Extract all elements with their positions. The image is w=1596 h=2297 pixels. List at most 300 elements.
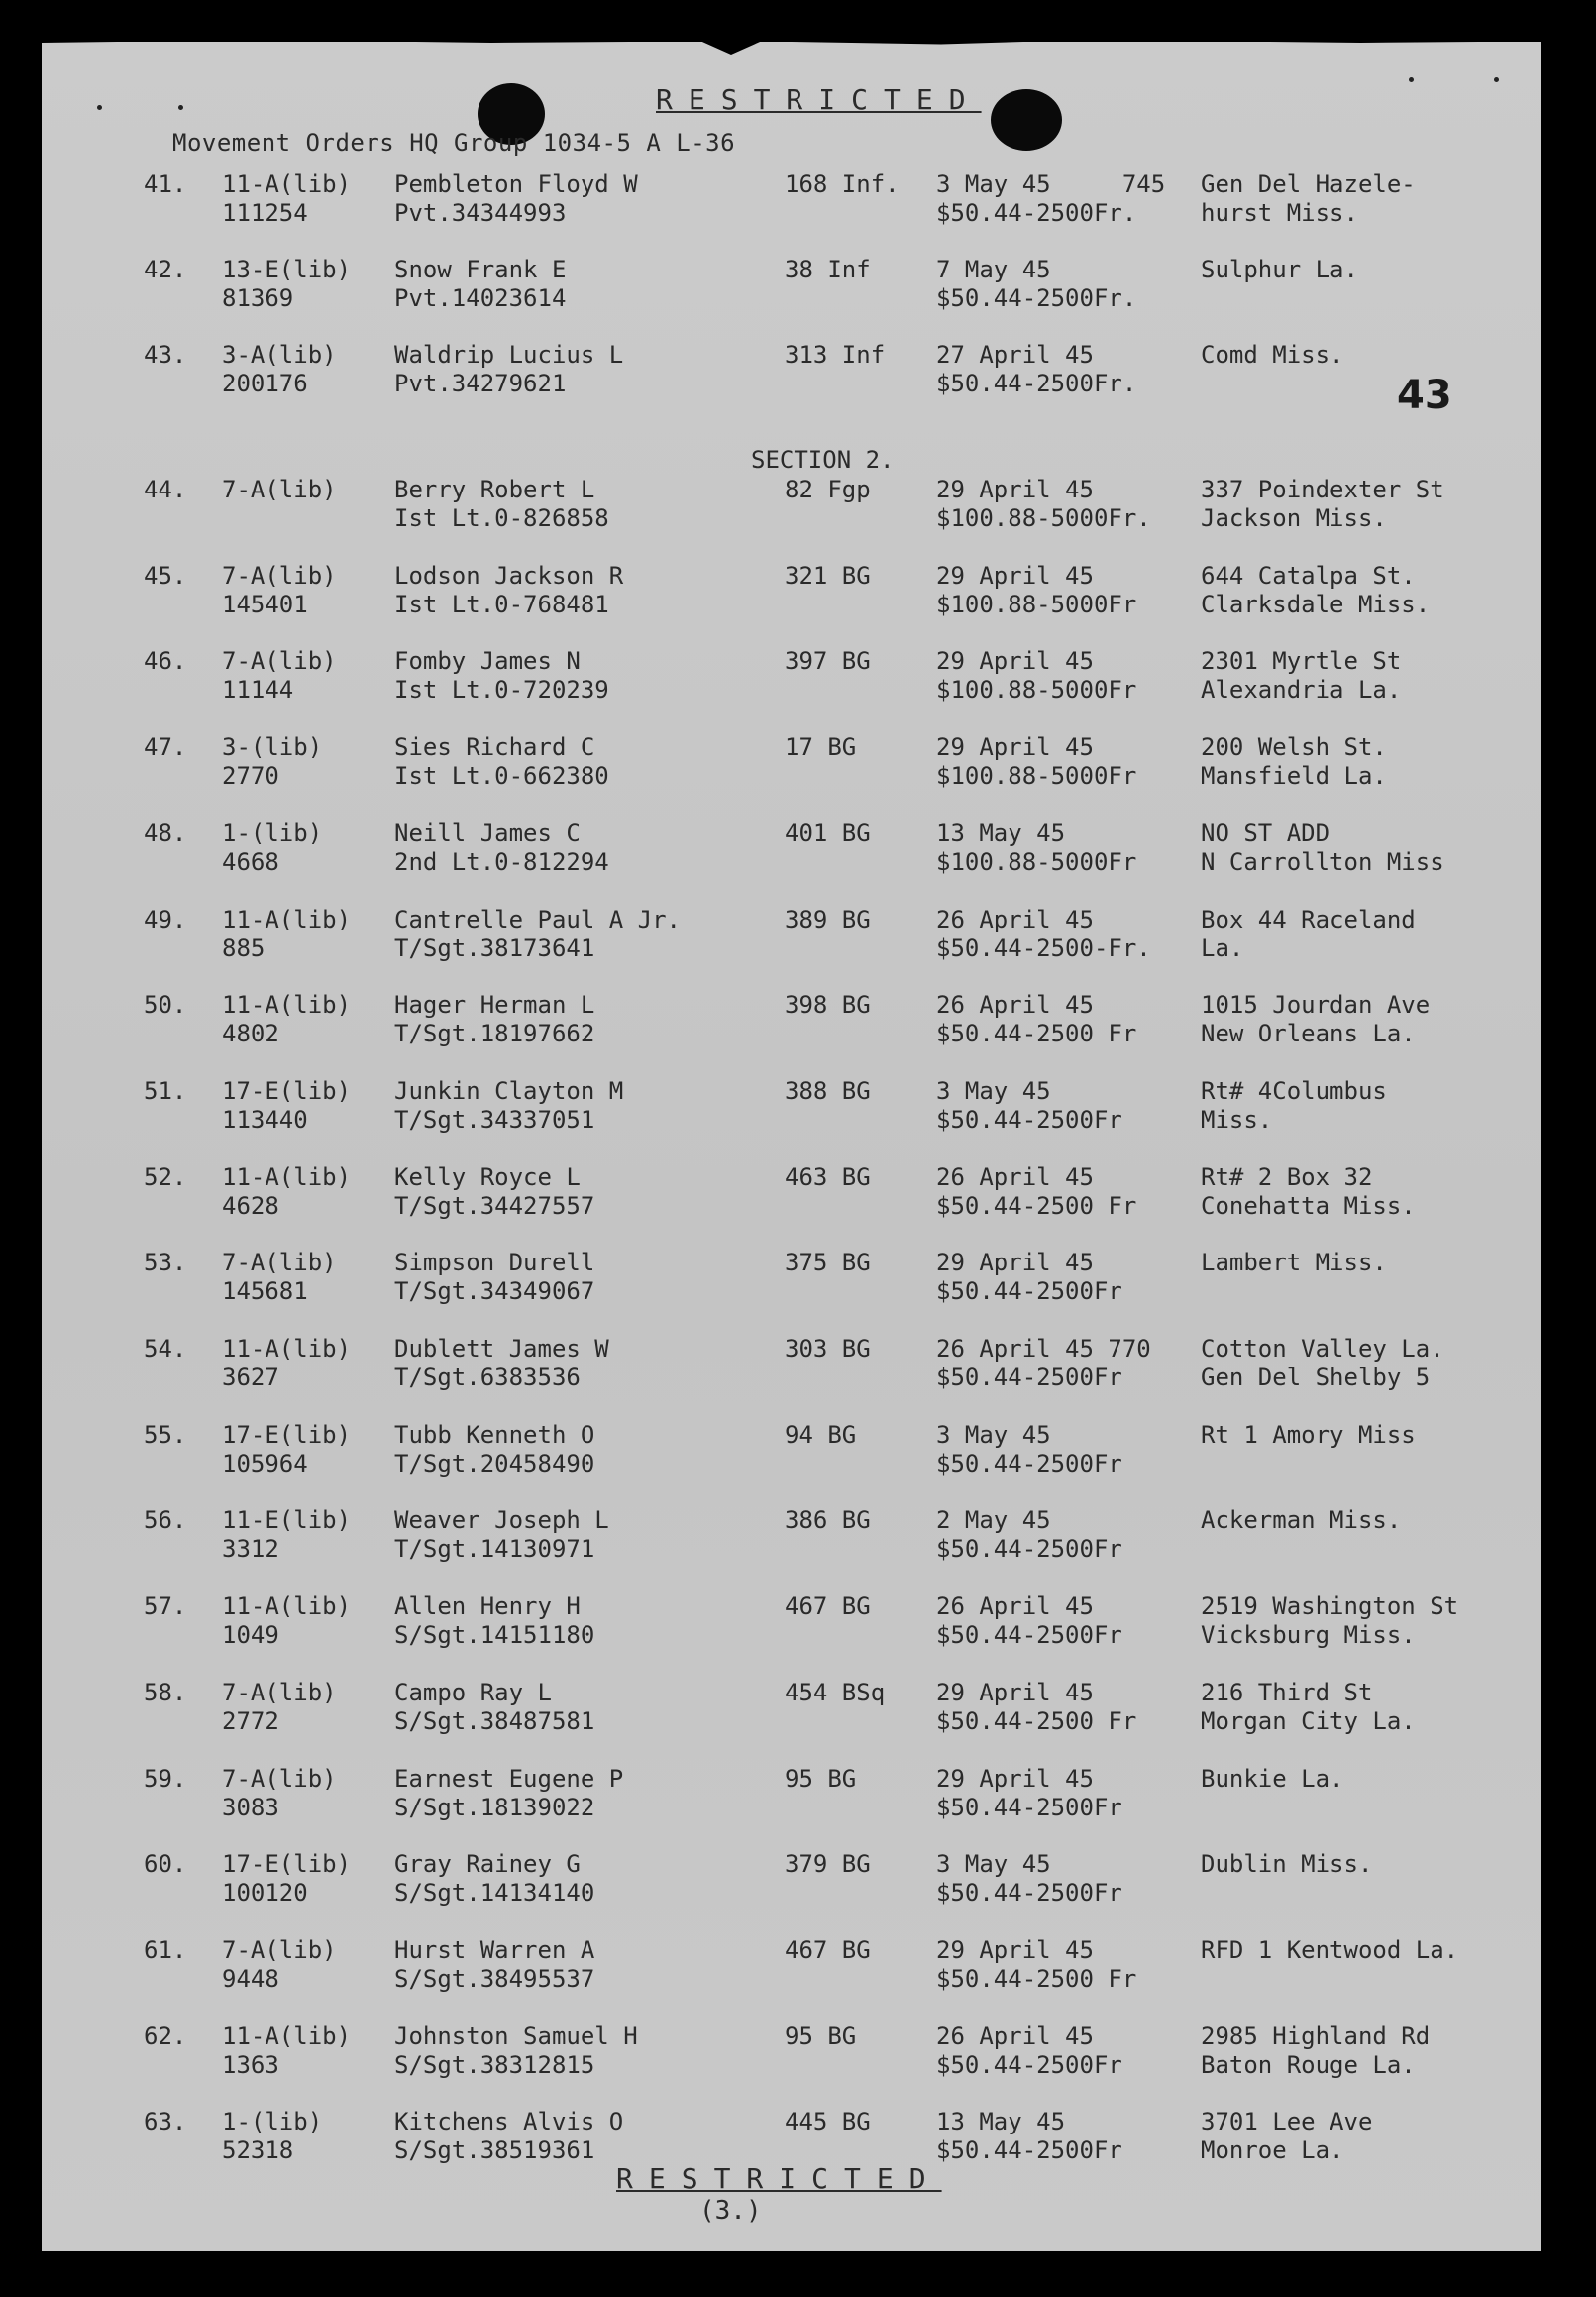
address-addr1: 200 Welsh St. <box>1201 733 1387 762</box>
entry-number <box>144 1335 186 1364</box>
person-name-name: Hager Herman L <box>394 991 595 1020</box>
date-amount-date: 29 April 45 <box>936 1678 1094 1706</box>
entry-number-num: 60. <box>144 1850 187 1879</box>
list-item <box>42 1592 1541 1654</box>
person-name-name: Snow Frank E <box>394 256 567 283</box>
date-amount-date: 26 April 45 <box>936 1162 1094 1191</box>
entry-number-num: 48. <box>144 819 187 847</box>
specialty-code-code: 3627 <box>222 1364 279 1391</box>
unit-unit: 386 BG <box>785 1506 871 1535</box>
specialty-code-mos: 11-A(lib) <box>222 170 352 198</box>
entry-number-num: 53. <box>144 1249 187 1277</box>
address <box>1201 1506 1401 1535</box>
person-name-rank-serial: Ist Lt.0-662380 <box>394 762 609 791</box>
specialty-code-code: 111254 <box>222 199 308 227</box>
date-amount-amount: $50.44-2500 Fr <box>936 1706 1137 1735</box>
person-name-rank-serial: T/Sgt.20458490 <box>394 1449 595 1477</box>
person-name-rank-serial: S/Sgt.14134140 <box>394 1879 595 1908</box>
person-name-name: Weaver Joseph L <box>394 1506 609 1535</box>
person-name-rank-serial: 2nd Lt.0-812294 <box>394 847 609 876</box>
unit-unit: 397 BG <box>785 647 871 676</box>
date-amount-amount: $50.44-2500Fr <box>936 1535 1122 1564</box>
entry-number-num: 59. <box>144 1764 187 1793</box>
unit <box>785 341 885 370</box>
specialty-code-mos: 17-E(lib) <box>222 1076 352 1105</box>
unit-unit: 445 BG <box>785 2108 871 2136</box>
specialty-code-code: 4668 <box>222 847 279 876</box>
specialty-code-mos: 7-A(lib) <box>222 1764 337 1793</box>
entry-number <box>144 1592 186 1621</box>
specialty-code <box>222 1335 351 1392</box>
person-name-rank-serial: T/Sgt.34349067 <box>394 1277 595 1306</box>
date-amount-date: 3 May 45 <box>936 1850 1051 1879</box>
specialty-code-mos: 17-E(lib) <box>222 1420 352 1449</box>
date-amount <box>936 1679 1136 1736</box>
address <box>1201 256 1358 284</box>
unit-unit: 454 BSq <box>785 1678 886 1706</box>
date-amount <box>936 1077 1122 1135</box>
specialty-code-mos: 11-E(lib) <box>222 1506 352 1535</box>
date-amount-date: 3 May 45 <box>936 1076 1051 1105</box>
unit-unit: 467 BG <box>785 1935 871 1964</box>
address-addr1: Ackerman Miss. <box>1201 1506 1402 1535</box>
specialty-code-code: 81369 <box>222 284 294 312</box>
person-name-rank-serial: T/Sgt.14130971 <box>394 1535 595 1564</box>
entry-number <box>144 820 186 848</box>
entry-number-num: 63. <box>144 2108 187 2136</box>
address-addr1: Sulphur La. <box>1201 256 1358 283</box>
specialty-code-code: 145681 <box>222 1277 308 1306</box>
entry-number <box>144 1163 186 1192</box>
unit <box>785 991 871 1020</box>
person-name <box>394 476 609 533</box>
person-name-rank-serial: Pvt.14023614 <box>394 284 567 312</box>
address-addr1: Rt 1 Amory Miss <box>1201 1420 1416 1449</box>
specialty-code-code: 105964 <box>222 1449 308 1477</box>
date-amount-date: 26 April 45 <box>936 2022 1094 2050</box>
list-item <box>42 476 1541 537</box>
specialty-code <box>222 1765 337 1822</box>
specialty-code-mos: 1-(lib) <box>222 2108 323 2136</box>
person-name <box>394 906 681 963</box>
list-item <box>42 647 1541 709</box>
specialty-code <box>222 991 351 1048</box>
specialty-code-code: 885 <box>222 933 266 962</box>
entry-number <box>144 476 186 504</box>
date-amount-amount: $50.44-2500 Fr <box>936 1020 1137 1048</box>
date-amount <box>936 1249 1122 1306</box>
address <box>1201 1077 1387 1135</box>
unit-unit: 321 BG <box>785 561 871 590</box>
specialty-code <box>222 2108 322 2165</box>
unit-unit: 401 BG <box>785 819 871 847</box>
entry-number-num: 57. <box>144 1592 187 1621</box>
address <box>1201 562 1430 619</box>
unit-unit: 17 BG <box>785 733 857 762</box>
unit <box>785 1163 871 1192</box>
specialty-code-mos: 7-A(lib) <box>222 561 337 590</box>
person-name <box>394 1765 623 1822</box>
unit-unit: 303 BG <box>785 1335 871 1363</box>
date-amount-date: 26 April 45 770 <box>936 1335 1151 1363</box>
date-amount <box>936 733 1136 791</box>
person-name <box>394 2108 623 2165</box>
unit <box>785 1850 871 1879</box>
person-name <box>394 1421 594 1478</box>
address-addr1: RFD 1 Kentwood La. <box>1201 1935 1459 1964</box>
date-amount-amount: $50.44-2500-Fr. <box>936 933 1151 962</box>
person-name <box>394 341 623 398</box>
address <box>1201 1936 1458 1965</box>
specialty-code <box>222 1506 351 1564</box>
address <box>1201 733 1387 791</box>
date-amount-amount: $100.88-5000Fr. <box>936 504 1151 532</box>
unit-unit: 388 BG <box>785 1076 871 1105</box>
specialty-code-code: 3312 <box>222 1535 279 1564</box>
unit <box>785 906 871 934</box>
header-classification: RESTRICTED <box>656 83 982 116</box>
specialty-code-code: 1363 <box>222 2050 279 2079</box>
unit-unit: 38 Inf <box>785 256 871 283</box>
address <box>1201 647 1401 705</box>
date-amount-date: 3 May 45 <box>936 1420 1051 1449</box>
unit-unit: 82 Fgp <box>785 476 871 503</box>
date-amount-amount: $50.44-2500Fr <box>936 1621 1122 1650</box>
address-addr1: 2519 Washington St <box>1201 1592 1459 1621</box>
speck <box>1409 77 1414 82</box>
specialty-code-code: 100120 <box>222 1879 308 1908</box>
specialty-code-mos: 11-A(lib) <box>222 1162 352 1191</box>
date-amount-amount: $50.44-2500Fr <box>936 1105 1122 1134</box>
unit <box>785 1506 871 1535</box>
date-amount <box>936 170 1165 228</box>
person-name-rank-serial: S/Sgt.38519361 <box>394 2136 595 2165</box>
person-name-rank-serial: Ist Lt.0-826858 <box>394 504 609 532</box>
address <box>1201 341 1344 370</box>
date-amount-date: 2 May 45 <box>936 1506 1051 1535</box>
person-name-name: Allen Henry H <box>394 1592 581 1621</box>
date-amount <box>936 1936 1136 1994</box>
specialty-code-code: 1049 <box>222 1621 279 1650</box>
address <box>1201 476 1444 533</box>
date-amount-amount: $50.44-2500Fr <box>936 1793 1122 1821</box>
date-amount <box>936 1506 1122 1564</box>
unit <box>785 1249 871 1277</box>
speck <box>178 105 183 110</box>
person-name <box>394 1249 594 1306</box>
address <box>1201 2108 1372 2165</box>
specialty-code <box>222 733 322 791</box>
date-amount <box>936 476 1151 533</box>
unit-unit: 313 Inf <box>785 341 886 369</box>
entry-number <box>144 1936 186 1965</box>
person-name-rank-serial: Ist Lt.0-768481 <box>394 590 609 618</box>
date-amount <box>936 1850 1122 1908</box>
person-name-name: Berry Robert L <box>394 476 595 503</box>
speck <box>97 105 102 110</box>
date-amount-amount: $100.88-5000Fr <box>936 847 1137 876</box>
date-amount-date: 3 May 45 745 <box>936 170 1166 198</box>
person-name <box>394 647 609 705</box>
specialty-code-mos: 17-E(lib) <box>222 1850 352 1879</box>
date-amount-amount: $50.44-2500Fr <box>936 1879 1122 1908</box>
specialty-code <box>222 1679 337 1736</box>
address-addr1: Rt# 4Columbus <box>1201 1076 1387 1105</box>
date-amount <box>936 562 1136 619</box>
unit <box>785 2108 871 2136</box>
specialty-code <box>222 2023 351 2080</box>
specialty-code-code: 3083 <box>222 1793 279 1821</box>
unit-unit: 94 BG <box>785 1420 857 1449</box>
specialty-code-mos: 7-A(lib) <box>222 1249 337 1277</box>
person-name <box>394 1506 609 1564</box>
specialty-code-code: 2772 <box>222 1706 279 1735</box>
address-addr2: Vicksburg Miss. <box>1201 1621 1416 1650</box>
person-name-name: Campo Ray L <box>394 1678 552 1706</box>
entry-number-num: 61. <box>144 1935 187 1964</box>
address-addr1: 2301 Myrtle St <box>1201 647 1402 676</box>
person-name <box>394 2023 638 2080</box>
unit-unit: 389 BG <box>785 905 871 933</box>
date-amount <box>936 1335 1151 1392</box>
person-name-name: Fomby James N <box>394 647 581 676</box>
address-addr2: hurst Miss. <box>1201 199 1358 227</box>
date-amount <box>936 1592 1122 1650</box>
entry-number-num: 49. <box>144 905 187 933</box>
specialty-code-code: 52318 <box>222 2136 294 2165</box>
specialty-code-code: 200176 <box>222 370 308 397</box>
specialty-code <box>222 647 337 705</box>
list-item <box>42 1077 1541 1139</box>
unit-unit: 467 BG <box>785 1592 871 1621</box>
specialty-code-code: 145401 <box>222 590 308 618</box>
date-amount-amount: $50.44-2500 Fr <box>936 1964 1137 1993</box>
address-addr2: N Carrollton Miss <box>1201 847 1444 876</box>
entry-number-num: 54. <box>144 1335 187 1363</box>
date-amount-date: 29 April 45 <box>936 1935 1094 1964</box>
date-amount-amount: $100.88-5000Fr <box>936 676 1137 705</box>
date-amount <box>936 906 1151 963</box>
person-name-name: Kitchens Alvis O <box>394 2108 624 2136</box>
address <box>1201 1421 1416 1450</box>
punch-hole-right <box>991 89 1062 151</box>
specialty-code-mos: 11-A(lib) <box>222 905 352 933</box>
person-name-name: Kelly Royce L <box>394 1162 581 1191</box>
entry-number <box>144 1765 186 1794</box>
unit-unit: 95 BG <box>785 2022 857 2050</box>
unit <box>785 1335 871 1364</box>
specialty-code <box>222 906 351 963</box>
person-name-name: Waldrip Lucius L <box>394 341 624 369</box>
date-amount-amount: $50.44-2500Fr <box>936 2050 1122 2079</box>
entry-number-num: 44. <box>144 476 187 503</box>
entry-number-num: 51. <box>144 1076 187 1105</box>
address <box>1201 820 1444 877</box>
specialty-code-mos: 7-A(lib) <box>222 1935 337 1964</box>
unit <box>785 733 856 762</box>
address-addr2: Jackson Miss. <box>1201 504 1387 532</box>
entry-number <box>144 1077 186 1106</box>
entry-number <box>144 1850 186 1879</box>
unit <box>785 1592 871 1621</box>
entry-number <box>144 733 186 762</box>
entry-number <box>144 991 186 1020</box>
date-amount <box>936 1163 1136 1221</box>
list-item <box>42 2023 1541 2084</box>
date-amount <box>936 991 1136 1048</box>
person-name-name: Gray Rainey G <box>394 1850 581 1879</box>
list-item <box>42 562 1541 623</box>
unit-unit: 168 Inf. <box>785 170 900 198</box>
list-item <box>42 170 1541 232</box>
unit-unit: 95 BG <box>785 1764 857 1793</box>
specialty-code-mos: 7-A(lib) <box>222 647 337 676</box>
address-addr1: 3701 Lee Ave <box>1201 2108 1373 2136</box>
entry-number <box>144 562 186 591</box>
list-item <box>42 991 1541 1052</box>
date-amount-date: 26 April 45 <box>936 1592 1094 1621</box>
section-label: SECTION 2. <box>751 446 895 474</box>
date-amount-date: 13 May 45 <box>936 819 1066 847</box>
date-amount-date: 29 April 45 <box>936 647 1094 676</box>
entry-number-num: 52. <box>144 1162 187 1191</box>
date-amount <box>936 1765 1122 1822</box>
specialty-code-code: 4802 <box>222 1020 279 1048</box>
date-amount <box>936 256 1136 313</box>
person-name-rank-serial: T/Sgt.38173641 <box>394 933 595 962</box>
person-name-name: Neill James C <box>394 819 581 847</box>
person-name-rank-serial: T/Sgt.34427557 <box>394 1191 595 1220</box>
list-item <box>42 1249 1541 1310</box>
entry-number <box>144 2108 186 2136</box>
list-item <box>42 1679 1541 1740</box>
movement-orders-title: Movement Orders HQ Group 1034-5 A L-36 <box>172 129 736 157</box>
specialty-code <box>222 256 351 313</box>
entry-number-num: 55. <box>144 1420 187 1449</box>
person-name-name: Johnston Samuel H <box>394 2022 638 2050</box>
address-addr1: 1015 Jourdan Ave <box>1201 991 1431 1020</box>
footer-page-number: (3.) <box>699 2196 762 2226</box>
specialty-code-mos: 11-A(lib) <box>222 991 352 1020</box>
entry-number <box>144 341 186 370</box>
specialty-code <box>222 1249 337 1306</box>
date-amount-date: 26 April 45 <box>936 991 1094 1020</box>
specialty-code <box>222 476 337 504</box>
entry-number-num: 45. <box>144 561 187 590</box>
address-addr2: Mansfield La. <box>1201 762 1387 791</box>
address-addr1: 337 Poindexter St <box>1201 476 1444 503</box>
person-name <box>394 170 638 228</box>
person-name-rank-serial: Ist Lt.0-720239 <box>394 676 609 705</box>
address-addr1: Comd Miss. <box>1201 341 1344 369</box>
person-name-name: Hurst Warren A <box>394 1935 595 1964</box>
specialty-code-mos: 13-E(lib) <box>222 256 352 283</box>
list-item <box>42 820 1541 881</box>
torn-top-edge <box>42 28 1541 57</box>
date-amount-amount: $50.44-2500Fr. <box>936 284 1137 312</box>
address-addr2: New Orleans La. <box>1201 1020 1416 1048</box>
unit <box>785 170 900 199</box>
date-amount-amount: $50.44-2500Fr <box>936 1277 1122 1306</box>
entry-number-num: 62. <box>144 2022 187 2050</box>
address <box>1201 991 1430 1048</box>
specialty-code-code: 11144 <box>222 676 294 705</box>
person-name <box>394 1335 609 1392</box>
person-name-rank-serial: Pvt.34344993 <box>394 199 567 227</box>
list-item <box>42 2108 1541 2169</box>
address <box>1201 1335 1444 1392</box>
entry-number-num: 43. <box>144 341 187 369</box>
date-amount-amount: $50.44-2500Fr <box>936 1449 1122 1477</box>
specialty-code-mos: 11-A(lib) <box>222 1335 352 1363</box>
address-addr2: Gen Del Shelby 5 <box>1201 1364 1431 1391</box>
entry-number-num: 47. <box>144 733 187 762</box>
date-amount <box>936 2108 1122 2165</box>
person-name <box>394 256 566 313</box>
address-addr1: 216 Third St <box>1201 1678 1373 1706</box>
person-name-rank-serial: S/Sgt.38312815 <box>394 2050 595 2079</box>
specialty-code-mos: 7-A(lib) <box>222 1678 337 1706</box>
specialty-code <box>222 341 337 398</box>
unit <box>785 1421 856 1450</box>
unit <box>785 562 871 591</box>
entry-number <box>144 1421 186 1450</box>
document-page <box>42 42 1541 2251</box>
unit <box>785 2023 856 2051</box>
address <box>1201 2023 1430 2080</box>
person-name-name: Sies Richard C <box>394 733 595 762</box>
specialty-code <box>222 1592 351 1650</box>
specialty-code <box>222 1077 351 1135</box>
person-name-rank-serial: S/Sgt.38487581 <box>394 1706 595 1735</box>
unit <box>785 820 871 848</box>
address-addr1: 644 Catalpa St. <box>1201 561 1416 590</box>
list-item <box>42 1506 1541 1568</box>
address-addr2: Miss. <box>1201 1105 1273 1134</box>
person-name <box>394 1850 594 1908</box>
entry-number-num: 50. <box>144 991 187 1020</box>
date-amount-date: 27 April 45 <box>936 341 1094 369</box>
person-name <box>394 1679 594 1736</box>
date-amount <box>936 341 1136 398</box>
list-item <box>42 256 1541 317</box>
list-item <box>42 1163 1541 1225</box>
entry-number <box>144 170 186 199</box>
unit <box>785 476 871 504</box>
address-addr2: Baton Rouge La. <box>1201 2050 1416 2079</box>
address-addr2: Monroe La. <box>1201 2136 1344 2165</box>
address-addr2: Morgan City La. <box>1201 1706 1416 1735</box>
address-addr1: Box 44 Raceland <box>1201 905 1416 933</box>
person-name-rank-serial: S/Sgt.14151180 <box>394 1621 595 1650</box>
date-amount-amount: $100.88-5000Fr <box>936 590 1137 618</box>
list-item <box>42 341 1541 402</box>
date-amount-date: 29 April 45 <box>936 1764 1094 1793</box>
handwritten-page-number: 43 <box>1397 373 1452 418</box>
list-item <box>42 1850 1541 1912</box>
person-name <box>394 991 594 1048</box>
specialty-code <box>222 1850 351 1908</box>
list-item <box>42 906 1541 967</box>
date-amount-date: 29 April 45 <box>936 733 1094 762</box>
specialty-code-mos: 7-A(lib) <box>222 476 337 503</box>
date-amount-amount: $50.44-2500Fr. <box>936 370 1137 397</box>
address <box>1201 1765 1344 1794</box>
address-addr2: Alexandria La. <box>1201 676 1402 705</box>
person-name-rank-serial: S/Sgt.18139022 <box>394 1793 595 1821</box>
entry-number <box>144 2023 186 2051</box>
unit-unit: 463 BG <box>785 1162 871 1191</box>
